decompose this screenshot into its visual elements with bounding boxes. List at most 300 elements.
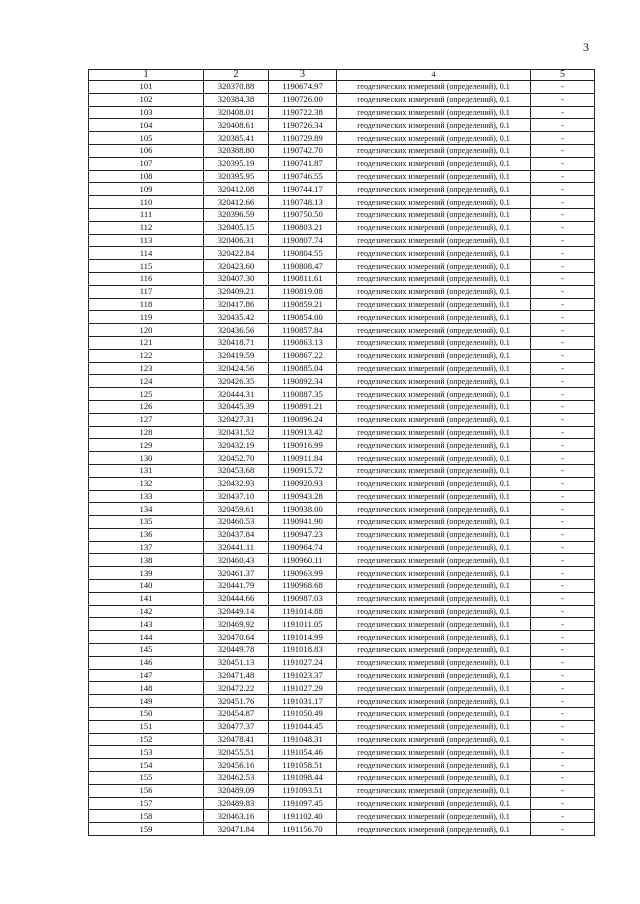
table-row	[89, 132, 595, 145]
table-row	[89, 464, 595, 477]
point-number-cell: 123	[89, 362, 204, 375]
x-coordinate-cell: 320444.66	[204, 592, 269, 605]
table-row	[89, 682, 595, 695]
table-row	[89, 528, 595, 541]
point-number-cell: 124	[89, 375, 204, 388]
y-coordinate-cell: 1190947.23	[269, 528, 337, 541]
x-coordinate-cell: 320412.66	[204, 196, 269, 209]
method-accuracy-cell: геодезических измерений (определений), 0.1	[337, 516, 531, 529]
y-coordinate-cell: 1191031.17	[269, 695, 337, 708]
method-accuracy-cell: геодезических измерений (определений), 0.1	[337, 336, 531, 349]
table-row	[89, 810, 595, 823]
x-coordinate-cell: 320449.14	[204, 605, 269, 618]
table-row	[89, 784, 595, 797]
point-number-cell: 155	[89, 772, 204, 785]
table-row	[89, 644, 595, 657]
x-coordinate-cell: 320472.22	[204, 682, 269, 695]
point-number-cell: 136	[89, 528, 204, 541]
point-number-cell: 127	[89, 413, 204, 426]
point-number-cell: 115	[89, 260, 204, 273]
method-accuracy-cell: геодезических измерений (определений), 0.1	[337, 708, 531, 721]
note-cell: -	[531, 324, 595, 337]
table-row	[89, 260, 595, 273]
table-row	[89, 695, 595, 708]
point-number-cell: 134	[89, 503, 204, 516]
point-number-cell: 102	[89, 93, 204, 106]
note-cell: -	[531, 797, 595, 810]
note-cell: -	[531, 272, 595, 285]
x-coordinate-cell: 320423.60	[204, 260, 269, 273]
note-cell: -	[531, 132, 595, 145]
table-row	[89, 336, 595, 349]
note-cell: -	[531, 260, 595, 273]
note-cell: -	[531, 81, 595, 94]
x-coordinate-cell: 320426.35	[204, 375, 269, 388]
point-number-cell: 137	[89, 541, 204, 554]
x-coordinate-cell: 320454.87	[204, 708, 269, 721]
point-number-cell: 139	[89, 567, 204, 580]
column-header-1: 1	[89, 70, 204, 81]
point-number-cell: 156	[89, 784, 204, 797]
method-accuracy-cell: геодезических измерений (определений), 0.1	[337, 720, 531, 733]
note-cell: -	[531, 183, 595, 196]
point-number-cell: 143	[89, 618, 204, 631]
note-cell: -	[531, 413, 595, 426]
y-coordinate-cell: 1191093.51	[269, 784, 337, 797]
point-number-cell: 145	[89, 644, 204, 657]
point-number-cell: 104	[89, 119, 204, 132]
table-row	[89, 324, 595, 337]
table-row	[89, 580, 595, 593]
table-row	[89, 452, 595, 465]
method-accuracy-cell: геодезических измерений (определений), 0.1	[337, 285, 531, 298]
note-cell: -	[531, 349, 595, 362]
y-coordinate-cell: 1191027.24	[269, 656, 337, 669]
table-row	[89, 106, 595, 119]
method-accuracy-cell: геодезических измерений (определений), 0.1	[337, 772, 531, 785]
note-cell: -	[531, 247, 595, 260]
note-cell: -	[531, 144, 595, 157]
x-coordinate-cell: 320452.70	[204, 452, 269, 465]
y-coordinate-cell: 1191044.45	[269, 720, 337, 733]
method-accuracy-cell: геодезических измерений (определений), 0.1	[337, 413, 531, 426]
point-number-cell: 106	[89, 144, 204, 157]
table-row	[89, 823, 595, 836]
method-accuracy-cell: геодезических измерений (определений), 0.1	[337, 746, 531, 759]
y-coordinate-cell: 1190963.99	[269, 567, 337, 580]
x-coordinate-cell: 320444.31	[204, 388, 269, 401]
column-header-3: 3	[269, 70, 337, 81]
note-cell: -	[531, 234, 595, 247]
note-cell: -	[531, 119, 595, 132]
point-number-cell: 150	[89, 708, 204, 721]
method-accuracy-cell: геодезических измерений (определений), 0.1	[337, 823, 531, 836]
y-coordinate-cell: 1190811.61	[269, 272, 337, 285]
table-body	[89, 81, 595, 836]
y-coordinate-cell: 1191098.44	[269, 772, 337, 785]
note-cell: -	[531, 426, 595, 439]
method-accuracy-cell: геодезических измерений (определений), 0.1	[337, 733, 531, 746]
table-row	[89, 400, 595, 413]
point-number-cell: 152	[89, 733, 204, 746]
method-accuracy-cell: геодезических измерений (определений), 0.1	[337, 618, 531, 631]
method-accuracy-cell: геодезических измерений (определений), 0.1	[337, 567, 531, 580]
table-row	[89, 234, 595, 247]
y-coordinate-cell: 1190819.08	[269, 285, 337, 298]
point-number-cell: 109	[89, 183, 204, 196]
method-accuracy-cell: геодезических измерений (определений), 0.1	[337, 183, 531, 196]
y-coordinate-cell: 1190863.13	[269, 336, 337, 349]
table-row	[89, 196, 595, 209]
note-cell: -	[531, 336, 595, 349]
table-row	[89, 541, 595, 554]
point-number-cell: 122	[89, 349, 204, 362]
point-number-cell: 149	[89, 695, 204, 708]
table-row	[89, 311, 595, 324]
method-accuracy-cell: геодезических измерений (определений), 0.1	[337, 311, 531, 324]
method-accuracy-cell: геодезических измерений (определений), 0.1	[337, 592, 531, 605]
method-accuracy-cell: геодезических измерений (определений), 0.1	[337, 221, 531, 234]
y-coordinate-cell: 1190744.17	[269, 183, 337, 196]
x-coordinate-cell: 320408.61	[204, 119, 269, 132]
x-coordinate-cell: 320478.41	[204, 733, 269, 746]
y-coordinate-cell: 1190867.22	[269, 349, 337, 362]
y-coordinate-cell: 1190960.11	[269, 554, 337, 567]
note-cell: -	[531, 695, 595, 708]
y-coordinate-cell: 1190726.34	[269, 119, 337, 132]
point-number-cell: 154	[89, 759, 204, 772]
x-coordinate-cell: 320437.10	[204, 490, 269, 503]
y-coordinate-cell: 1190750.50	[269, 208, 337, 221]
x-coordinate-cell: 320407.30	[204, 272, 269, 285]
table-row	[89, 631, 595, 644]
y-coordinate-cell: 1190943.28	[269, 490, 337, 503]
note-cell: -	[531, 503, 595, 516]
y-coordinate-cell: 1190726.00	[269, 93, 337, 106]
point-number-cell: 141	[89, 592, 204, 605]
method-accuracy-cell: геодезических измерений (определений), 0.1	[337, 144, 531, 157]
point-number-cell: 112	[89, 221, 204, 234]
x-coordinate-cell: 320409.21	[204, 285, 269, 298]
table-row	[89, 772, 595, 785]
y-coordinate-cell: 1190803.21	[269, 221, 337, 234]
point-number-cell: 113	[89, 234, 204, 247]
method-accuracy-cell: геодезических измерений (определений), 0.1	[337, 810, 531, 823]
y-coordinate-cell: 1190964.74	[269, 541, 337, 554]
point-number-cell: 130	[89, 452, 204, 465]
method-accuracy-cell: геодезических измерений (определений), 0.1	[337, 477, 531, 490]
x-coordinate-cell: 320489.09	[204, 784, 269, 797]
y-coordinate-cell: 1191156.70	[269, 823, 337, 836]
point-number-cell: 114	[89, 247, 204, 260]
method-accuracy-cell: геодезических измерений (определений), 0.1	[337, 81, 531, 94]
x-coordinate-cell: 320405.15	[204, 221, 269, 234]
method-accuracy-cell: геодезических измерений (определений), 0.1	[337, 605, 531, 618]
method-accuracy-cell: геодезических измерений (определений), 0.1	[337, 196, 531, 209]
table-row	[89, 592, 595, 605]
method-accuracy-cell: геодезических измерений (определений), 0.1	[337, 528, 531, 541]
point-number-cell: 128	[89, 426, 204, 439]
point-number-cell: 151	[89, 720, 204, 733]
table-row	[89, 93, 595, 106]
x-coordinate-cell: 320427.31	[204, 413, 269, 426]
note-cell: -	[531, 631, 595, 644]
note-cell: -	[531, 746, 595, 759]
y-coordinate-cell: 1191014.88	[269, 605, 337, 618]
note-cell: -	[531, 541, 595, 554]
x-coordinate-cell: 320435.42	[204, 311, 269, 324]
note-cell: -	[531, 656, 595, 669]
method-accuracy-cell: геодезических измерений (определений), 0.1	[337, 631, 531, 644]
method-accuracy-cell: геодезических измерений (определений), 0.1	[337, 324, 531, 337]
x-coordinate-cell: 320445.39	[204, 400, 269, 413]
table-row	[89, 157, 595, 170]
method-accuracy-cell: геодезических измерений (определений), 0.1	[337, 426, 531, 439]
table-row	[89, 746, 595, 759]
note-cell: -	[531, 708, 595, 721]
note-cell: -	[531, 311, 595, 324]
note-cell: -	[531, 554, 595, 567]
table-row	[89, 516, 595, 529]
x-coordinate-cell: 320470.64	[204, 631, 269, 644]
x-coordinate-cell: 320436.56	[204, 324, 269, 337]
column-header-5: 5	[531, 70, 595, 81]
method-accuracy-cell: геодезических измерений (определений), 0.1	[337, 260, 531, 273]
y-coordinate-cell: 1190722.38	[269, 106, 337, 119]
note-cell: -	[531, 362, 595, 375]
y-coordinate-cell: 1190911.84	[269, 452, 337, 465]
x-coordinate-cell: 320449.78	[204, 644, 269, 657]
method-accuracy-cell: геодезических измерений (определений), 0.1	[337, 784, 531, 797]
y-coordinate-cell: 1190887.35	[269, 388, 337, 401]
x-coordinate-cell: 320424.56	[204, 362, 269, 375]
y-coordinate-cell: 1190859.21	[269, 298, 337, 311]
table-row	[89, 349, 595, 362]
method-accuracy-cell: геодезических измерений (определений), 0.1	[337, 119, 531, 132]
x-coordinate-cell: 320422.84	[204, 247, 269, 260]
method-accuracy-cell: геодезических измерений (определений), 0.1	[337, 375, 531, 388]
note-cell: -	[531, 170, 595, 183]
note-cell: -	[531, 772, 595, 785]
note-cell: -	[531, 106, 595, 119]
method-accuracy-cell: геодезических измерений (определений), 0.1	[337, 388, 531, 401]
table-row	[89, 759, 595, 772]
point-number-cell: 101	[89, 81, 204, 94]
method-accuracy-cell: геодезических измерений (определений), 0.1	[337, 797, 531, 810]
y-coordinate-cell: 1190741.87	[269, 157, 337, 170]
y-coordinate-cell: 1190896.24	[269, 413, 337, 426]
point-number-cell: 129	[89, 439, 204, 452]
method-accuracy-cell: геодезических измерений (определений), 0.1	[337, 272, 531, 285]
method-accuracy-cell: геодезических измерений (определений), 0.1	[337, 695, 531, 708]
note-cell: -	[531, 682, 595, 695]
y-coordinate-cell: 1191011.05	[269, 618, 337, 631]
table-row	[89, 503, 595, 516]
y-coordinate-cell: 1190742.70	[269, 144, 337, 157]
y-coordinate-cell: 1190987.03	[269, 592, 337, 605]
point-number-cell: 132	[89, 477, 204, 490]
note-cell: -	[531, 823, 595, 836]
method-accuracy-cell: геодезических измерений (определений), 0.1	[337, 362, 531, 375]
y-coordinate-cell: 1190808.47	[269, 260, 337, 273]
method-accuracy-cell: геодезических измерений (определений), 0.1	[337, 759, 531, 772]
method-accuracy-cell: геодезических измерений (определений), 0.1	[337, 170, 531, 183]
table-row	[89, 605, 595, 618]
x-coordinate-cell: 320419.59	[204, 349, 269, 362]
note-cell: -	[531, 221, 595, 234]
y-coordinate-cell: 1191058.51	[269, 759, 337, 772]
y-coordinate-cell: 1190892.34	[269, 375, 337, 388]
method-accuracy-cell: геодезических измерений (определений), 0.1	[337, 400, 531, 413]
point-number-cell: 119	[89, 311, 204, 324]
point-number-cell: 105	[89, 132, 204, 145]
point-number-cell: 144	[89, 631, 204, 644]
x-coordinate-cell: 320388.80	[204, 144, 269, 157]
point-number-cell: 153	[89, 746, 204, 759]
note-cell: -	[531, 528, 595, 541]
note-cell: -	[531, 669, 595, 682]
point-number-cell: 135	[89, 516, 204, 529]
method-accuracy-cell: геодезических измерений (определений), 0.1	[337, 298, 531, 311]
y-coordinate-cell: 1190746.55	[269, 170, 337, 183]
note-cell: -	[531, 644, 595, 657]
table-row	[89, 272, 595, 285]
table-row	[89, 388, 595, 401]
x-coordinate-cell: 320441.79	[204, 580, 269, 593]
y-coordinate-cell: 1191018.83	[269, 644, 337, 657]
point-number-cell: 147	[89, 669, 204, 682]
point-number-cell: 159	[89, 823, 204, 836]
y-coordinate-cell: 1191097.45	[269, 797, 337, 810]
x-coordinate-cell: 320469.92	[204, 618, 269, 631]
table-row	[89, 567, 595, 580]
y-coordinate-cell: 1190915.72	[269, 464, 337, 477]
x-coordinate-cell: 320471.48	[204, 669, 269, 682]
x-coordinate-cell: 320395.19	[204, 157, 269, 170]
note-cell: -	[531, 567, 595, 580]
method-accuracy-cell: геодезических измерений (определений), 0.1	[337, 580, 531, 593]
note-cell: -	[531, 196, 595, 209]
y-coordinate-cell: 1190913.42	[269, 426, 337, 439]
point-number-cell: 117	[89, 285, 204, 298]
x-coordinate-cell: 320456.16	[204, 759, 269, 772]
note-cell: -	[531, 464, 595, 477]
x-coordinate-cell: 320461.37	[204, 567, 269, 580]
point-number-cell: 138	[89, 554, 204, 567]
note-cell: -	[531, 490, 595, 503]
x-coordinate-cell: 320477.37	[204, 720, 269, 733]
note-cell: -	[531, 477, 595, 490]
x-coordinate-cell: 320459.61	[204, 503, 269, 516]
point-number-cell: 140	[89, 580, 204, 593]
method-accuracy-cell: геодезических измерений (определений), 0.1	[337, 208, 531, 221]
note-cell: -	[531, 733, 595, 746]
x-coordinate-cell: 320408.01	[204, 106, 269, 119]
y-coordinate-cell: 1190854.00	[269, 311, 337, 324]
table-row	[89, 221, 595, 234]
table-row	[89, 285, 595, 298]
note-cell: -	[531, 400, 595, 413]
method-accuracy-cell: геодезических измерений (определений), 0.1	[337, 682, 531, 695]
column-header-2: 2	[204, 70, 269, 81]
method-accuracy-cell: геодезических измерений (определений), 0.1	[337, 439, 531, 452]
y-coordinate-cell: 1191054.46	[269, 746, 337, 759]
x-coordinate-cell: 320370.88	[204, 81, 269, 94]
note-cell: -	[531, 720, 595, 733]
column-header-4: 4	[337, 70, 531, 81]
x-coordinate-cell: 320453.68	[204, 464, 269, 477]
method-accuracy-cell: геодезических измерений (определений), 0.1	[337, 669, 531, 682]
note-cell: -	[531, 759, 595, 772]
method-accuracy-cell: геодезических измерений (определений), 0.1	[337, 157, 531, 170]
method-accuracy-cell: геодезических измерений (определений), 0.1	[337, 656, 531, 669]
y-coordinate-cell: 1191023.37	[269, 669, 337, 682]
method-accuracy-cell: геодезических измерений (определений), 0.1	[337, 132, 531, 145]
note-cell: -	[531, 298, 595, 311]
x-coordinate-cell: 320460.43	[204, 554, 269, 567]
y-coordinate-cell: 1190807.74	[269, 234, 337, 247]
x-coordinate-cell: 320451.76	[204, 695, 269, 708]
y-coordinate-cell: 1190938.00	[269, 503, 337, 516]
point-number-cell: 126	[89, 400, 204, 413]
note-cell: -	[531, 580, 595, 593]
y-coordinate-cell: 1190804.55	[269, 247, 337, 260]
note-cell: -	[531, 618, 595, 631]
y-coordinate-cell: 1191102.40	[269, 810, 337, 823]
method-accuracy-cell: геодезических измерений (определений), 0.1	[337, 106, 531, 119]
table-row	[89, 119, 595, 132]
table-row	[89, 656, 595, 669]
x-coordinate-cell: 320417.86	[204, 298, 269, 311]
note-cell: -	[531, 208, 595, 221]
point-number-cell: 111	[89, 208, 204, 221]
table-header	[89, 70, 595, 81]
x-coordinate-cell: 320384.38	[204, 93, 269, 106]
table-row	[89, 144, 595, 157]
x-coordinate-cell: 320455.51	[204, 746, 269, 759]
page-number: 3	[583, 40, 589, 54]
note-cell: -	[531, 375, 595, 388]
note-cell: -	[531, 784, 595, 797]
note-cell: -	[531, 592, 595, 605]
table-row	[89, 439, 595, 452]
x-coordinate-cell: 320385.41	[204, 132, 269, 145]
y-coordinate-cell: 1190885.04	[269, 362, 337, 375]
x-coordinate-cell: 320471.84	[204, 823, 269, 836]
y-coordinate-cell: 1190941.90	[269, 516, 337, 529]
table-row	[89, 247, 595, 260]
method-accuracy-cell: геодезических измерений (определений), 0.1	[337, 464, 531, 477]
method-accuracy-cell: геодезических измерений (определений), 0.1	[337, 93, 531, 106]
coordinates-table	[88, 69, 595, 836]
note-cell: -	[531, 285, 595, 298]
x-coordinate-cell: 320432.19	[204, 439, 269, 452]
point-number-cell: 131	[89, 464, 204, 477]
method-accuracy-cell: геодезических измерений (определений), 0.1	[337, 644, 531, 657]
note-cell: -	[531, 452, 595, 465]
point-number-cell: 125	[89, 388, 204, 401]
header-row	[89, 70, 595, 81]
x-coordinate-cell: 320489.83	[204, 797, 269, 810]
point-number-cell: 121	[89, 336, 204, 349]
method-accuracy-cell: геодезических измерений (определений), 0.1	[337, 490, 531, 503]
table-row	[89, 183, 595, 196]
table-row	[89, 375, 595, 388]
point-number-cell: 107	[89, 157, 204, 170]
method-accuracy-cell: геодезических измерений (определений), 0.1	[337, 247, 531, 260]
x-coordinate-cell: 320462.53	[204, 772, 269, 785]
table-row	[89, 669, 595, 682]
